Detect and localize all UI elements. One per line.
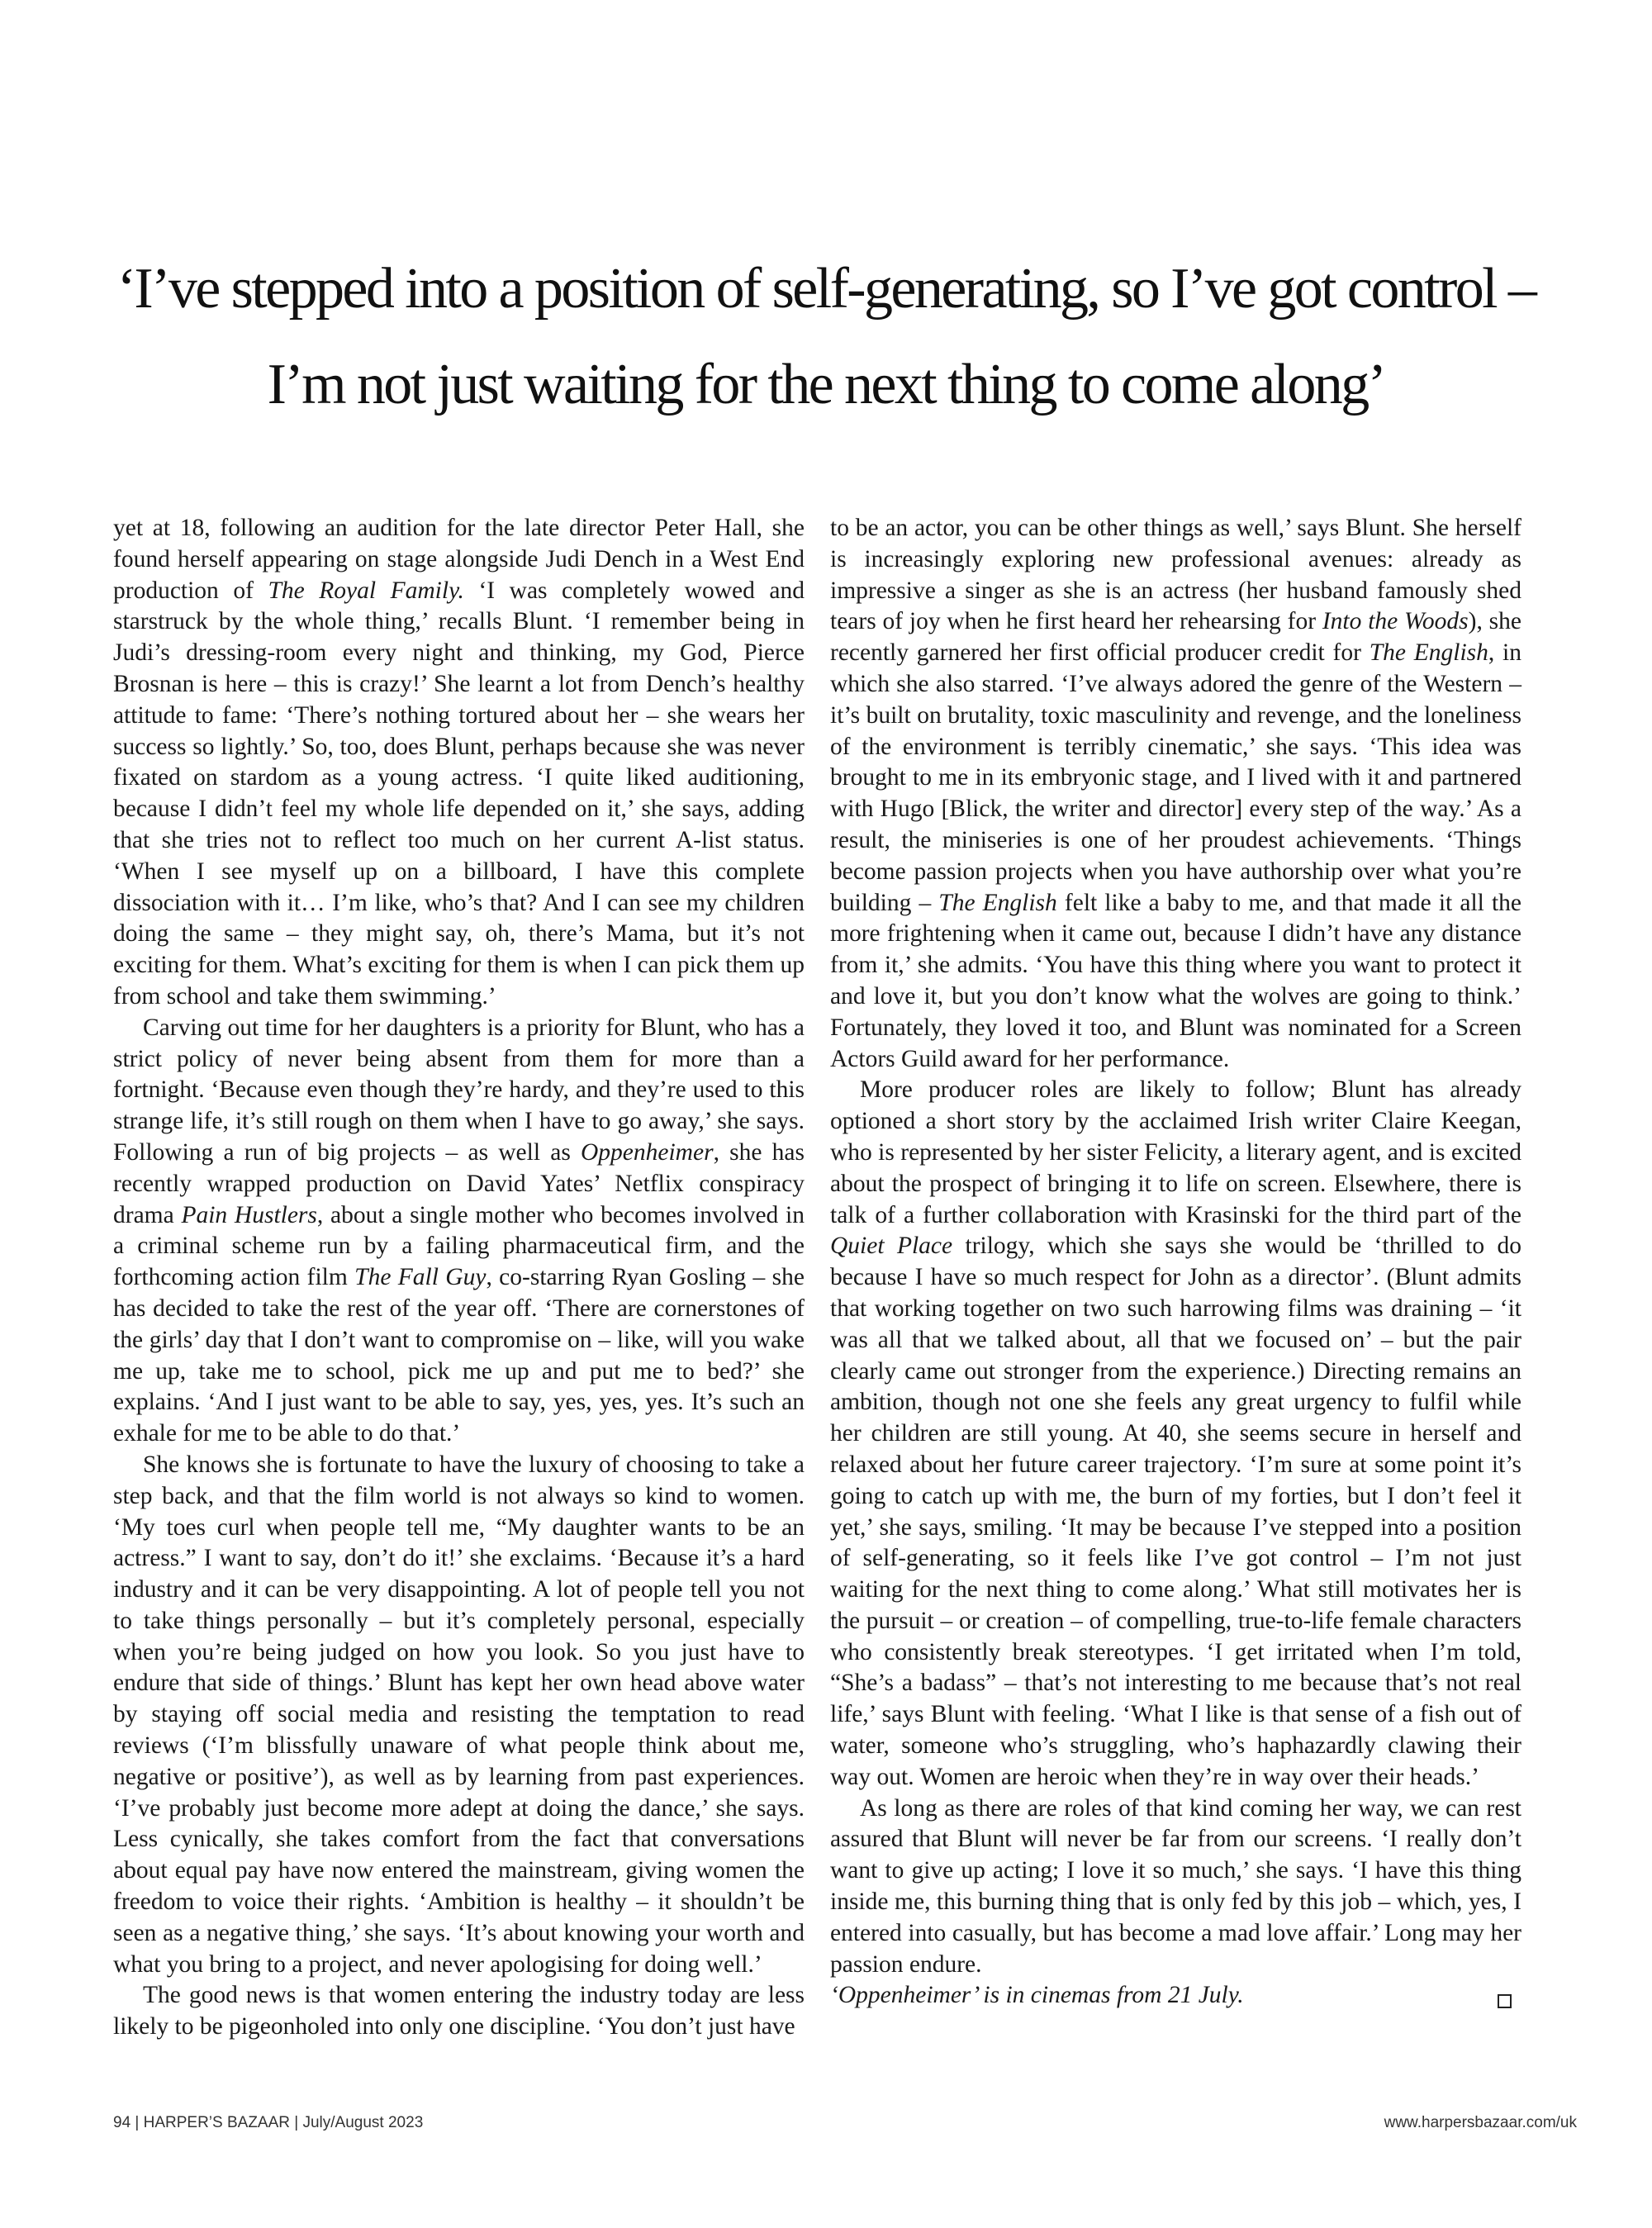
text-run: Carving out time for her daughters is a priority for Blunt, who has a strict policy of never being absent from them for more than a fortnight. ‘Because even though they’re hardy, and they’re used to this strange life, it’s still rough on them when I have to go away,’ she says. Following a run of big projects – as well as <box>113 1014 805 1166</box>
text-run: , co-starring Ryan Gosling – she has decided to take the rest of the year off. ‘There are cornerstones of the girls’ day that I don’t want to compromise on – like, will you wake me up, take me to school, pick me up and put me to bed?’ she explains. ‘And I just want to be able to say, yes, yes, yes. It’s such an exhale for me to be able to do that.’ <box>113 1264 805 1447</box>
screening-credit: ‘Oppenheimer’ is in cinemas from 21 July. <box>830 1982 1244 2009</box>
paragraph: The good news is that women entering the industry today are less likely to be pigeonholed into only one discipline. ‘You don’t just have <box>113 1982 805 2040</box>
pull-quote <box>83 241 1569 433</box>
paragraph: As long as there are roles of that kind coming her way, we can rest assured that Blunt will never be far from our screens. ‘I really don’t want to give up acting; I love it so much,’ she says. ‘I have this thing inside me, this burning thing that is only fed by this job – which, yes, I entered into casually, but has become a mad love affair.’ Long may her passion endure. <box>830 1794 1521 1978</box>
paragraph <box>830 513 1521 1075</box>
text-run: More producer roles are likely to follow; Blunt has already optioned a short story by the acclaimed Irish writer Claire Keegan, who is represented by her sister Felicity, a literary agent, and is excited about the prospect of bringing it to life on screen. Elsewhere, there is talk of a further collaboration with Krasinski for the third part of the <box>830 1076 1521 1228</box>
page-footer <box>113 2114 1577 2139</box>
left-column <box>113 513 805 2043</box>
end-mark-icon <box>1498 1994 1512 2008</box>
pull-quote-line-2: I’m not just waiting for the next thing to come along’ <box>267 353 1385 416</box>
italic-title: The English <box>938 889 1057 916</box>
italic-title: The English <box>1369 639 1488 667</box>
italic-title: Quiet Place <box>830 1233 953 1260</box>
text-run: ‘I was completely wowed and starstruck by the whole thing,’ recalls Blunt. ‘I remember being in Judi’s dressing-room every night and thinking, my God, Pierce Brosnan is here – this is crazy!’ She learnt a lot from Dench’s healthy attitude to fame: ‘There’s nothing tortured about her – she wears her success so lightly.’ So, too, does Blunt, perhaps because she was never fixated on stardom as a young actress. ‘I quite liked auditioning, because I didn’t feel my whole life depended on it,’ she says, adding that she tries not to reflect too much on her current A-list status. ‘When I see myself up on a billboard, I have this complete dissociation with it… I’m like, who’s that? And I can see my children doing the same – they might say, oh, there’s Mama, but it’s not exciting for them. What’s exciting for them is when I can pick them up from school and take them swimming.’ <box>113 577 805 1009</box>
website-link[interactable]: www.harpersbazaar.com/uk <box>1384 2114 1577 2131</box>
italic-title: Pain Hustlers <box>181 1201 317 1228</box>
text-run: , she has recently wrapped production on David Yates’ Netflix conspiracy drama <box>113 1138 805 1228</box>
paragraph: She knows she is fortunate to have the luxury of choosing to take a step back, and that the film world is not always so kind to women. ‘My toes curl when people tell me, “My daughter wants to be an actress.” I want to say, don’t do it!’ she exclaims. ‘Because it’s a hard industry and it can be very disappointing. A lot of people tell you not to take things personally – but it’s completely personal, especially when you’re being judged on how you look. So you just have to endure that side of things.’ Blunt has kept her own head above water by staying off social media and resisting the temptation to read reviews (‘I’m blissfully unaware of what people think about me, negative or positive’), as well as by learning from past experiences. ‘I’ve probably just become more adept at doing the dance,’ she says. Less cynically, she takes comfort from the fact that conversations about equal pay have now entered the mainstream, giving women the freedom to voice their rights. ‘Ambition is healthy – it shouldn’t be seen as a negative thing,’ she says. ‘It’s about knowing your worth and what you bring to a project, and never apologising for doing well.’ <box>113 1451 805 1978</box>
italic-title: Oppenheimer <box>581 1138 714 1166</box>
text-run: ), she recently garnered her first official producer credit for <box>830 608 1521 667</box>
italic-title: Into the Woods <box>1322 608 1469 635</box>
text-run: trilogy, which she says she would be ‘thrilled to do because I have so much respect for John as a director’. (Blunt admits that working together on two such harrowing films was draining – ‘it was all that we talked about, all that we focused on’ – but the pair clearly came out stronger from the experience.) Directing remains an ambition, though not one she feels any great urgency to fulfil while her children are still young. At 40, she seems secure in herself and relaxed about her future career trajectory. ‘I’m sure at some point it’s going to catch up with me, the burn of my forties, but I don’t feel it yet,’ she says, smiling. ‘It may be because I’ve stepped into a position of self-generating, so it feels like I’ve got control – I’m not just waiting for the next thing to come along.’ What still motivates her is the pursuit – or creation – of compelling, true-to-life female characters who consistently break stereotypes. ‘I get irritated when I’m told, “She’s a badass” – that’s not interesting to me because that’s not real life,’ says Blunt with feeling. ‘What I like is that sense of a fish out of water, someone who’s struggling, who’s haphazardly clawing their way out. Women are heroic when they’re in way over their heads.’ <box>830 1233 1521 1790</box>
text-run: felt like a baby to me, and that made it all the more frightening when it came out, because I didn’t have any distance from it,’ she admits. ‘You have this thing where you want to protect it and love it, but you don’t know what the wolves are going to think.’ Fortunately, they loved it too, and Blunt was nominated for a Screen Actors Guild award for her performance. <box>830 889 1521 1072</box>
folio: 94 | HARPER’S BAZAAR | July/August 2023 <box>113 2114 424 2131</box>
text-run: to be an actor, you can be other things as well,’ says Blunt. She herself is increasingly exploring new professional avenues: already as impressive a singer as she is an actress (her husband famously shed tears of joy when he first heard her rehearsing for <box>830 515 1521 635</box>
italic-title: The Royal Family. <box>268 577 464 604</box>
paragraph <box>830 1075 1521 1793</box>
pull-quote-line-1: ‘I’ve stepped into a position of self-generating, so I’ve got control – <box>116 257 1536 321</box>
article-body <box>113 513 1577 2083</box>
text-run: yet at 18, following an audition for the late director Peter Hall, she found herself appearing on stage alongside Judi Dench in a West End production of <box>113 515 805 604</box>
paragraph <box>113 513 805 1013</box>
italic-title: The Fall Guy <box>354 1264 487 1291</box>
paragraph <box>113 1013 805 1450</box>
text-run: , in which she also starred. ‘I’ve always adored the genre of the Western – it’s built on brutality, toxic masculinity and revenge, and the loneliness of the environment is terribly cinematic,’ she says. ‘This idea was brought to me in its embryonic stage, and I lived with it and partnered with Hugo [Blick, the writer and director] every step of the way.’ As a result, the miniseries is one of her proudest achievements. ‘Things become passion projects when you have authorship over what you’re building – <box>830 639 1521 916</box>
right-column <box>830 513 1521 2012</box>
text-run: , about a single mother who becomes involved in a criminal scheme run by a failing pharmaceutical firm, and the forthcoming action film <box>113 1201 805 1291</box>
